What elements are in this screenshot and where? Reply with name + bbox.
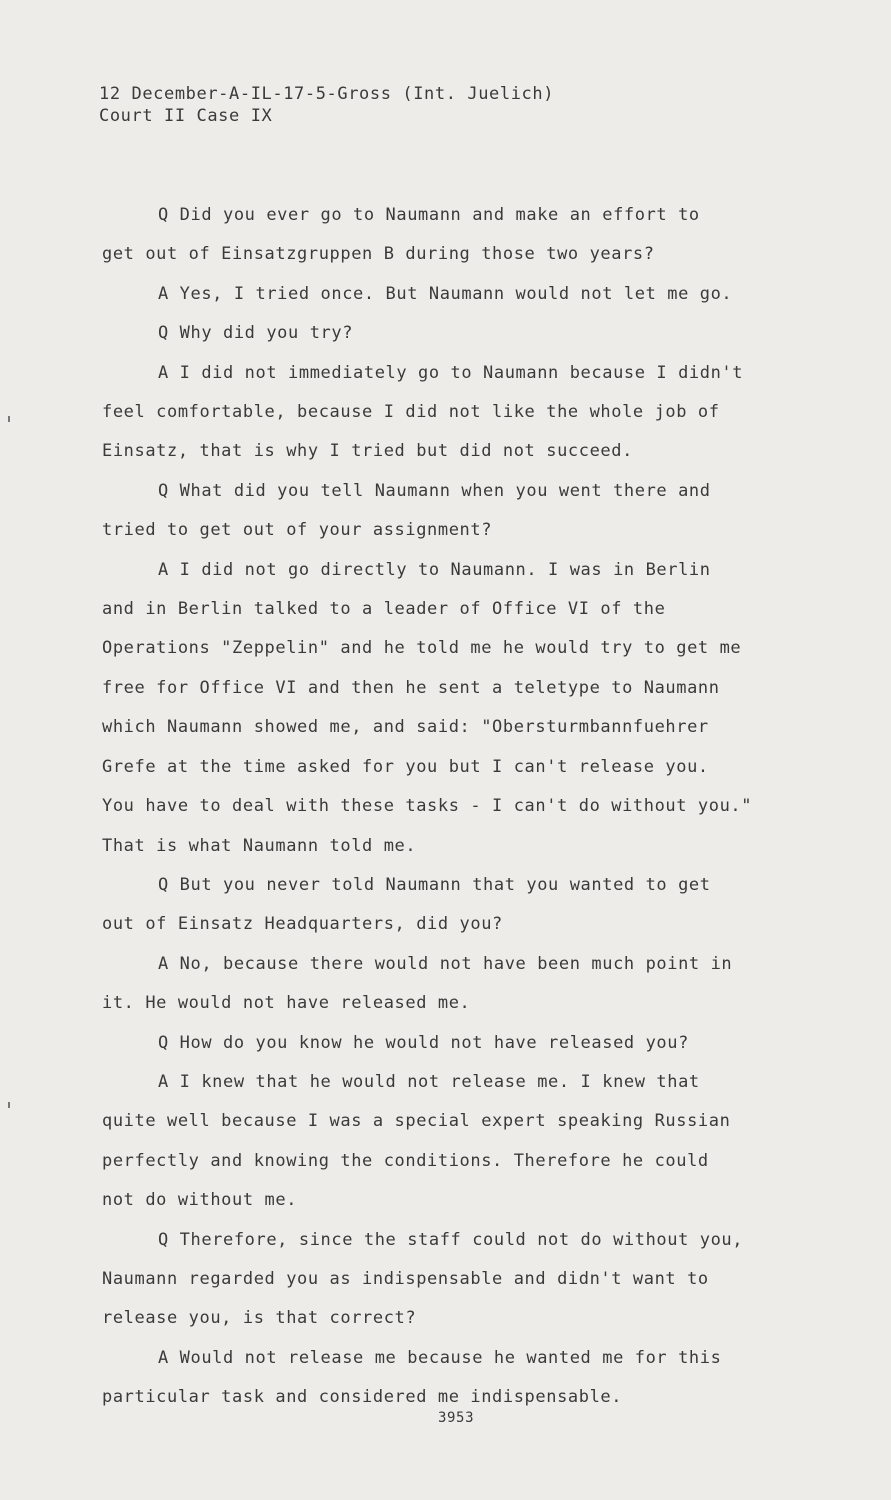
transcript-line: not do without me.	[102, 1190, 298, 1211]
transcript-line: A I did not immediately go to Naumann because I didn't	[158, 362, 744, 383]
transcript-line: particular task and considered me indispensable.	[102, 1387, 623, 1408]
margin-mark	[8, 416, 10, 422]
transcript-line: Q Did you ever go to Naumann and make an effort to	[158, 205, 700, 225]
header-reference: 12 December-A-IL-17-5-Gross (Int. Juelich)	[99, 84, 555, 104]
transcript-line: Grefe at the time asked for you but I can't release you.	[102, 756, 709, 777]
transcript-line: That is what Naumann told me.	[102, 835, 417, 856]
transcript-line: out of Einsatz Headquarters, did you?	[102, 914, 503, 935]
transcript-line: quite well because I was a special expert speaking Russian	[102, 1111, 731, 1132]
transcript-line: A I did not go directly to Naumann. I was in Berlin	[158, 559, 711, 580]
transcript-line: Q How do you know he would not have released you?	[158, 1032, 689, 1053]
header-court-case: Court II Case IX	[99, 106, 273, 126]
transcript-line: feel comfortable, because I did not like the whole job of	[102, 402, 720, 423]
transcript-line: Einsatz, that is why I tried but did not succeed.	[102, 441, 633, 462]
transcript-line: Naumann regarded you as indispensable and didn't want to	[102, 1268, 709, 1289]
transcript-line: it. He would not have released me.	[102, 993, 471, 1014]
transcript-body	[102, 196, 822, 1418]
transcript-line: tried to get out of your assignment?	[102, 520, 493, 541]
margin-mark	[8, 1102, 10, 1108]
transcript-line: perfectly and knowing the conditions. Therefore he could	[102, 1150, 709, 1171]
page-number: 3953	[438, 1410, 475, 1426]
transcript-line: You have to deal with these tasks - I can't do without you."	[102, 796, 753, 817]
transcript-line: Q What did you tell Naumann when you went there and	[158, 480, 711, 501]
transcript-line: which Naumann showed me, and said: "Obersturmbannfuehrer	[102, 717, 709, 738]
transcript-line: free for Office VI and then he sent a teletype to Naumann	[102, 677, 720, 698]
transcript-line: A No, because there would not have been much point in	[158, 953, 733, 974]
transcript-line: Q Why did you try?	[158, 323, 354, 344]
transcript-line: get out of Einsatzgruppen B during those two years?	[102, 244, 655, 265]
transcript-line: Q But you never told Naumann that you wanted to get	[158, 874, 711, 895]
transcript-line: A Would not release me because he wanted me for this	[158, 1347, 722, 1368]
transcript-line: A Yes, I tried once. But Naumann would not let me go.	[158, 283, 733, 304]
transcript-line: Operations "Zeppelin" and he told me he would try to get me	[102, 638, 742, 659]
transcript-line: release you, is that correct?	[102, 1308, 417, 1329]
transcript-line: and in Berlin talked to a leader of Office VI of the	[102, 599, 666, 620]
transcript-line: Q Therefore, since the staff could not do without you,	[158, 1229, 744, 1250]
transcript-line: A I knew that he would not release me. I knew that	[158, 1071, 700, 1092]
